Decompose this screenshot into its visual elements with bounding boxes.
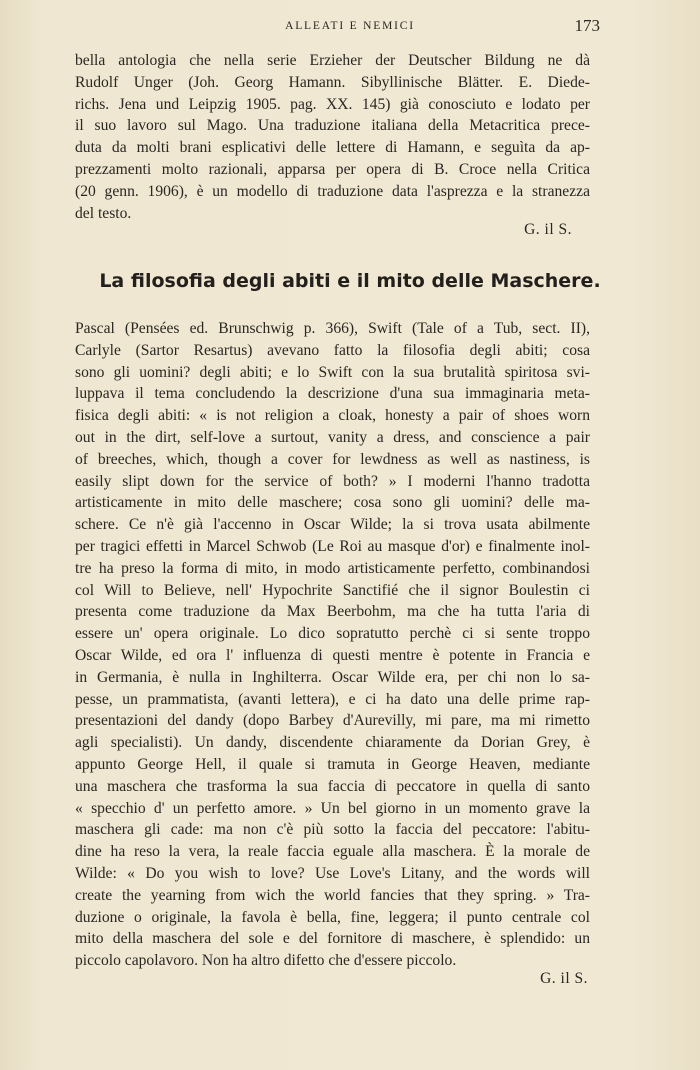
text-line: appunto George Hell, il quale si tramuta in George Heaven, mediante — [75, 755, 590, 773]
text-line: dine ha reso la vera, la reale faccia eguale alla maschera. È la morale de — [75, 843, 590, 861]
text-line: fisica degli abiti: « is not religion a cloak, honesty a pair of shoes worn — [75, 407, 590, 425]
running-title: ALLEATI E NEMICI — [285, 20, 415, 32]
text-line: easily slipt down for the service of both? » I moderni l'hanno tradotta — [75, 472, 590, 490]
review-1-signature: G. il S. — [524, 221, 572, 238]
text-line: per tragici effetti in Marcel Schwob (Le Roi au masque d'or) e finalmente inol- — [75, 537, 590, 555]
text-line: Carlyle (Sartor Resartus) avevano fatto la filosofia degli abiti; cosa — [75, 341, 590, 359]
text-line: tre ha preso la forma di mito, in modo artisticamente perfetto, combinandosi — [75, 559, 590, 577]
text-line: Pascal (Pensées ed. Brunschwig p. 366), Swift (Tale of a Tub, sect. II), — [75, 320, 590, 337]
text-line: una maschera che trasforma la sua faccia di peccatore in quella di santo — [75, 777, 590, 795]
text-line: out in the dirt, self-love a surtout, vanity a dress, and conscience a pair — [75, 428, 590, 446]
text-line: mito della maschera del sole e del fornitore di maschere, è splendido: un — [75, 930, 590, 948]
text-line: (20 genn. 1906), è un modello di traduzione data l'asprezza e la stranezza — [75, 182, 590, 200]
text-line: presenta come traduzione da Max Beerbohm, ma che ha tutta l'aria di — [75, 603, 590, 621]
text-line: il suo lavoro sul Mago. Una traduzione italiana della Metacritica prece- — [75, 117, 590, 135]
section-title: La filosofia degli abiti e il mito delle Maschere. — [99, 270, 601, 292]
text-line: pesse, un prammatista, (avanti lettera), e ci ha dato una delle prime rap- — [75, 690, 590, 708]
text-line: create the yearning from wich the world fancies that they spring. » Tra- — [75, 886, 590, 904]
page-number: 173 — [574, 16, 600, 35]
text-line: in Germania, è nulla in Inghilterra. Oscar Wilde era, per chi non lo sa- — [75, 668, 590, 686]
text-line: maschera gli cade: ma non c'è più sotto la faccia del peccatore: l'abitu- — [75, 821, 590, 839]
text-line: duzione o originale, la favola è bella, fine, leggera; il punto centrale col — [75, 908, 590, 926]
running-head — [0, 16, 700, 38]
review-2-signature: G. il S. — [540, 970, 588, 987]
text-line: presentazioni del dandy (dopo Barbey d'Aurevilly, mi pare, ma mi rimetto — [75, 712, 590, 730]
text-line: of breeches, which, though a cover for lewdness as well as nastiness, is — [75, 450, 590, 468]
text-line: prezzamenti molto razionali, apparsa per opera di B. Croce nella Critica — [75, 160, 590, 178]
text-line: piccolo capolavoro. Non ha altro difetto che d'essere piccolo. — [75, 952, 457, 970]
text-line: schere. Ce n'è già l'accenno in Oscar Wilde; la si trova usata abilmente — [75, 516, 590, 534]
text-line: agli specialisti). Un dandy, discendente chiaramente da Dorian Grey, è — [75, 734, 590, 752]
text-line: richs. Jena und Leipzig 1905. pag. XX. 145) già conosciuto e lodato per — [75, 95, 590, 113]
text-line: col Will to Believe, nell' Hypochrite Sanctifié che il signor Boulestin ci — [75, 581, 590, 599]
text-line: Wilde: « Do you wish to love? Use Love's Litany, and the words will — [75, 864, 590, 882]
text-line: Rudolf Unger (Joh. Georg Hamann. Sibyllinische Blätter. E. Diede- — [75, 73, 590, 91]
text-line: artisticamente in mito delle maschere; cosa sono gli uomini? delle ma- — [75, 494, 590, 512]
text-line: « specchio d' un perfetto amore. » Un bel giorno in un momento grave la — [75, 799, 590, 817]
text-line: duta da molti brani esplicativi delle lettere di Hamann, e seguìta da ap- — [75, 139, 590, 157]
text-line: Oscar Wilde, ed ora l' influenza di questi mentre è potente in Francia e — [75, 646, 590, 664]
text-line: sono gli uomini? degli abiti; e lo Swift con la sua brutalità spiritosa svi- — [75, 363, 590, 381]
review-2-text — [75, 318, 590, 972]
text-line: luppava il tema concludendo la descrizione d'una sua immaginaria meta- — [75, 385, 590, 403]
review-1-text — [75, 50, 590, 224]
text-line: essere un' opera originale. Lo dico sopratutto perchè ci si sente troppo — [75, 625, 590, 643]
text-line: bella antologia che nella serie Erzieher der Deutscher Bildung ne dà — [75, 52, 590, 69]
text-line: del testo. — [75, 204, 132, 222]
